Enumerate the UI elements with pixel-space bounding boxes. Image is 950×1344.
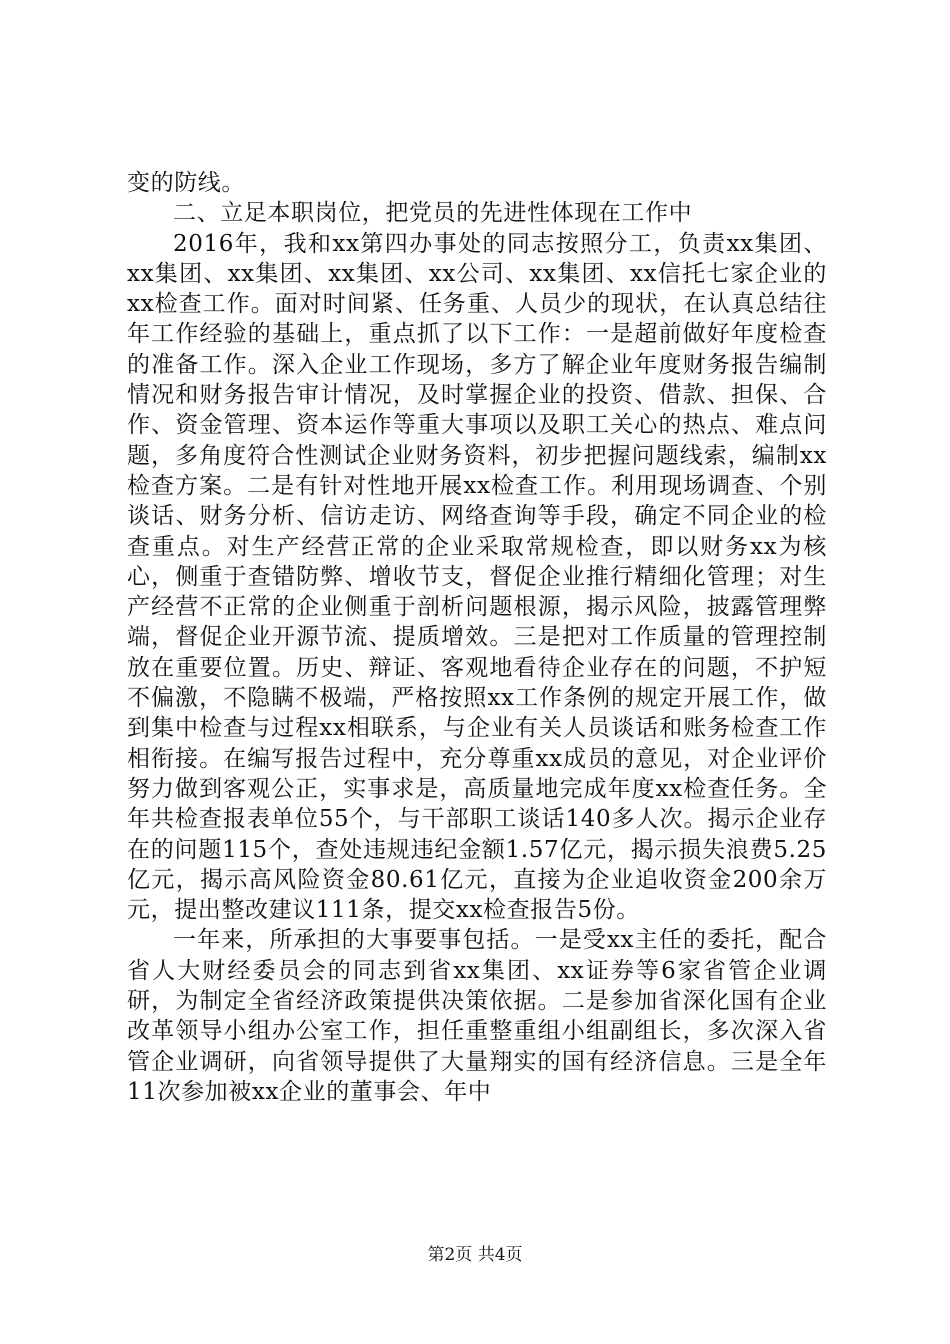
paragraph-major-tasks: 一年来，所承担的大事要事包括。一是受xx主任的委托，配合省人大财经委员会的同志到省xx集团、xx证券等6家省管企业调研，为制定全省经济政策提供决策依据。二是参加省深化国有企业改革领导小组办公室工作，担任重整重组小组副组长，多次深入省管企业调研，向省领导提供了大量翔实的国有经济信息。三是全年11次参加被xx企业的董事会、年中 [127, 927, 827, 1105]
section-heading: 二、立足本职岗位，把党员的先进性体现在工作中 [173, 200, 693, 227]
document-body [127, 168, 827, 1107]
paragraph-continuation: 变的防线。 [127, 170, 245, 196]
paragraph-work-summary: 2016年，我和xx第四办事处的同志按照分工，负责xx集团、xx集团、xx集团、xx集团、xx公司、xx集团、xx信托七家企业的xx检查工作。面对时间紧、任务重、人员少的现状，在认真总结往年工作经验的基础上，重点抓了以下工作：一是超前做好年度检查的准备工作。深入企业工作现场，多方了解企业年度财务报告编制情况和财务报告审计情况，及时掌握企业的投资、借款、担保、合作、资金管理、资本运作等重大事项以及职工关心的热点、难点问题，多角度符合性测试企业财务资料，初步把握问题线索，编制xx检查方案。二是有针对性地开展xx检查工作。利用现场调查、个别谈话、财务分析、信访走访、网络查询等手段，确定不同企业的检查重点。对生产经营正常的企业采取常规检查，即以财务xx为核心，侧重于查错防弊、增收节支，督促企业推行精细化管理；对生产经营不正常的企业侧重于剖析问题根源，揭示风险，披露管理弊端，督促企业开源节流、提质增效。三是把对工作质量的管理控制放在重要位置。历史、辩证、客观地看待企业存在的问题，不护短不偏激，不隐瞒不极端，严格按照xx工作条例的规定开展工作，做到集中检查与过程xx相联系，与企业有关人员谈话和账务检查工作相衔接。在编写报告过程中，充分尊重xx成员的意见，对企业评价努力做到客观公正，实事求是，高质量地完成年度xx检查任务。全年共检查报表单位55个，与干部职工谈话140多人次。揭示企业存在的问题115个，查处违规违纪金额1.57亿元，揭示损失浪费5.25亿元，揭示高风险资金80.61亿元，直接为企业追收资金200余万元，提出整改建议111条，提交xx检查报告5份。 [127, 230, 827, 924]
page-footer: 第2页 共4页 [427, 1245, 523, 1265]
